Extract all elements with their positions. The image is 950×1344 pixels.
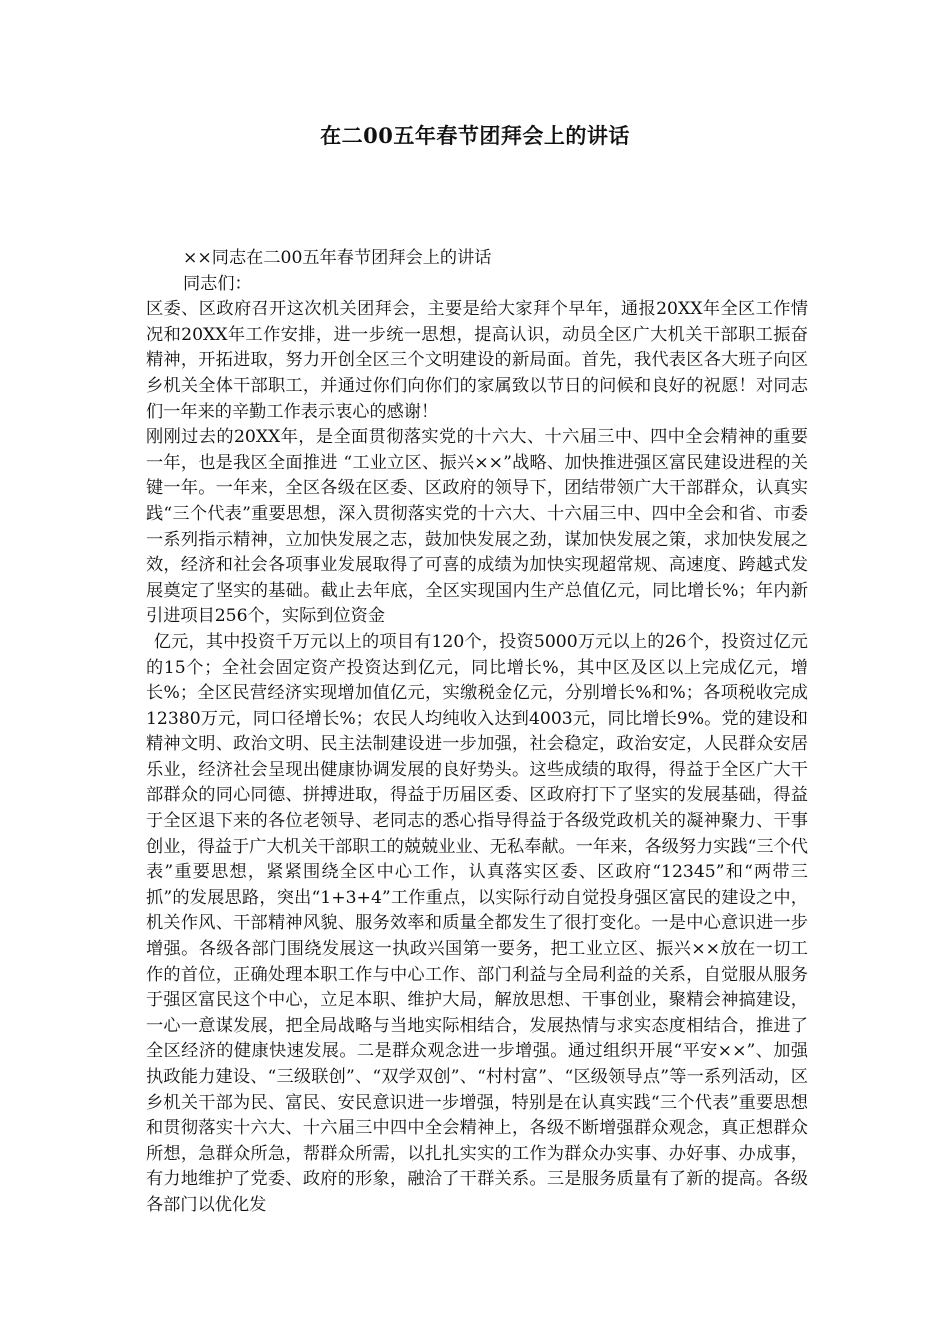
paragraph-review: 刚刚过去的20XX年，是全面贯彻落实党的十六大、十六届三中、四中全会精神的重要一年，也是我区全面推进 “工业立区、振兴××”战略、加快推进强区富民建设进程的关键一年。一年来，全区各级在区委、区政府的领导下，团结带领广大干部群众，认真实践“三个代表”重要思想，深入贯彻落实党的十六大、十六届三中、四中全会和省、市委一系列指示精神，立加快发展之志，鼓加快发展之劲，谋加快发展之策，求加快发展之效，经济和社会各项事业发展取得了可喜的成绩为加快实现超常规、高速度、跨越式发展奠定了坚实的基础。截止去年底，全区实现国内生产总值亿元，同比增长%；年内新引进项目256个，实际到位资金 [146, 427, 808, 627]
document-title: 在二00五年春节团拜会上的讲话 [320, 123, 630, 148]
document-body [146, 246, 808, 1219]
speech-subtitle: ××同志在二00五年春节团拜会上的讲话 [182, 248, 492, 268]
paragraph-opening: 区委、区政府召开这次机关团拜会，主要是给大家拜个早年，通报20XX年全区工作情况和20XX年工作安排，进一步统一思想，提高认识，动员全区广大机关干部职工振奋精神，开拓进取，努力开创全区三个文明建设的新局面。首先，我代表区各大班子向区乡机关全体干部职工，并通过你们向你们的家属致以节日的问候和良好的祝愿！对同志们一年来的辛勤工作表示衷心的感谢！ [146, 299, 808, 422]
paragraph-achievements: 亿元，其中投资千万元以上的项目有120个，投资5000万元以上的26个，投资过亿元的15个；全社会固定资产投资达到亿元，同比增长%，其中区及区以上完成亿元，增长%；全区民营经济实现增加值亿元，实缴税金亿元，分别增长%和%；各项税收完成12380万元，同口径增长%；农民人均纯收入达到4003元，同比增长9%。党的建设和精神文明、政治文明、民主法制建设进一步加强，社会稳定，政治安定，人民群众安居乐业，经济社会呈现出健康协调发展的良好势头。这些成绩的取得，得益于全区广大干部群众的同心同德、拼搏进取，得益于历届区委、区政府打下了坚实的发展基础，得益于全区退下来的各位老领导、老同志的悉心指导得益于各级党政机关的凝神聚力、干事创业，得益于广大机关干部职工的兢兢业业、无私奉献。一年来，各级努力实践“三个代表”重要思想，紧紧围绕全区中心工作，认真落实区委、区政府“12345”和“两带三抓”的发展思路，突出“1+3+4”工作重点，以实际行动自觉投身强区富民的建设之中，机关作风、干部精神风貌、服务效率和质量全都发生了很打变化。一是中心意识进一步增强。各级各部门围绕发展这一执政兴国第一要务，把工业立区、振兴××放在一切工作的首位，正确处理本职工作与中心工作、部门利益与全局利益的关系，自觉服从服务于强区富民这个中心，立足本职、维护大局，解放思想、干事创业，聚精会神搞建设，一心一意谋发展，把全局战略与当地实际相结合，发展热情与求实态度相结合，推进了全区经济的健康快速发展。二是群众观念进一步增强。通过组织开展“平安××”、加强执政能力建设、“三级联创”、“双学双创”、“村村富”、“区级领导点”等一系列活动，区乡机关干部为民、富民、安民意识进一步增强，特别是在认真实践“三个代表”重要思想和贯彻落实十六大、十六届三中四中全会精神上，各级不断增强群众观念，真正想群众所想，急群众所急，帮群众所需，以扎扎实实的工作为群众办实事、办好事、办成事，有力地维护了党委、政府的形象，融洽了干群关系。三是服务质量有了新的提高。各级各部门以优化发 [146, 631, 808, 1215]
salutation: 同志们： [182, 273, 252, 294]
